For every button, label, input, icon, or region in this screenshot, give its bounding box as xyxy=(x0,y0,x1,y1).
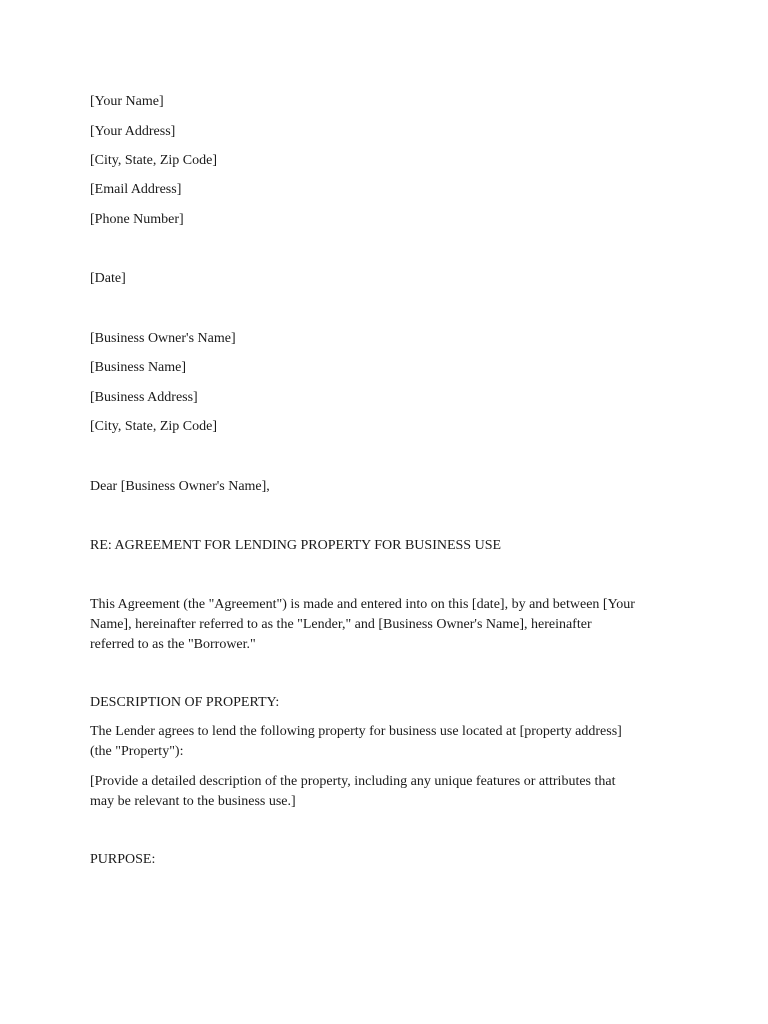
recipient-owner-name: [Business Owner's Name] xyxy=(90,331,236,346)
recipient-business-name: [Business Name] xyxy=(90,360,187,375)
sender-name: [Your Name] xyxy=(90,94,164,109)
sender-email: [Email Address] xyxy=(90,182,182,197)
purpose-heading: PURPOSE: xyxy=(90,852,156,867)
description-paragraph-1 xyxy=(90,722,690,762)
sender-address: [Your Address] xyxy=(90,124,176,139)
intro-paragraph xyxy=(90,595,690,655)
sender-city-state-zip: [City, State, Zip Code] xyxy=(90,153,218,168)
letter-date: [Date] xyxy=(90,271,126,286)
description-paragraph-2 xyxy=(90,772,690,812)
description-p1-line-1: The Lender agrees to lend the following property for business use located at [property address] xyxy=(90,724,622,739)
intro-line-1: This Agreement (the "Agreement") is made and entered into on this [date], by and between [Your xyxy=(90,597,635,612)
description-p1-line-2: (the "Property"): xyxy=(90,744,184,759)
intro-line-2: Name], hereinafter referred to as the "Lender," and [Business Owner's Name], hereinafter xyxy=(90,617,592,632)
description-p2-line-2: may be relevant to the business use.] xyxy=(90,794,296,809)
description-p2-line-1: [Provide a detailed description of the property, including any unique features or attributes that xyxy=(90,774,616,789)
sender-phone: [Phone Number] xyxy=(90,212,184,227)
recipient-city-state-zip: [City, State, Zip Code] xyxy=(90,419,218,434)
recipient-business-address: [Business Address] xyxy=(90,390,198,405)
description-heading: DESCRIPTION OF PROPERTY: xyxy=(90,695,280,710)
salutation: Dear [Business Owner's Name], xyxy=(90,479,270,494)
subject-line: RE: AGREEMENT FOR LENDING PROPERTY FOR BUSINESS USE xyxy=(90,538,502,553)
intro-line-3: referred to as the "Borrower." xyxy=(90,637,256,652)
